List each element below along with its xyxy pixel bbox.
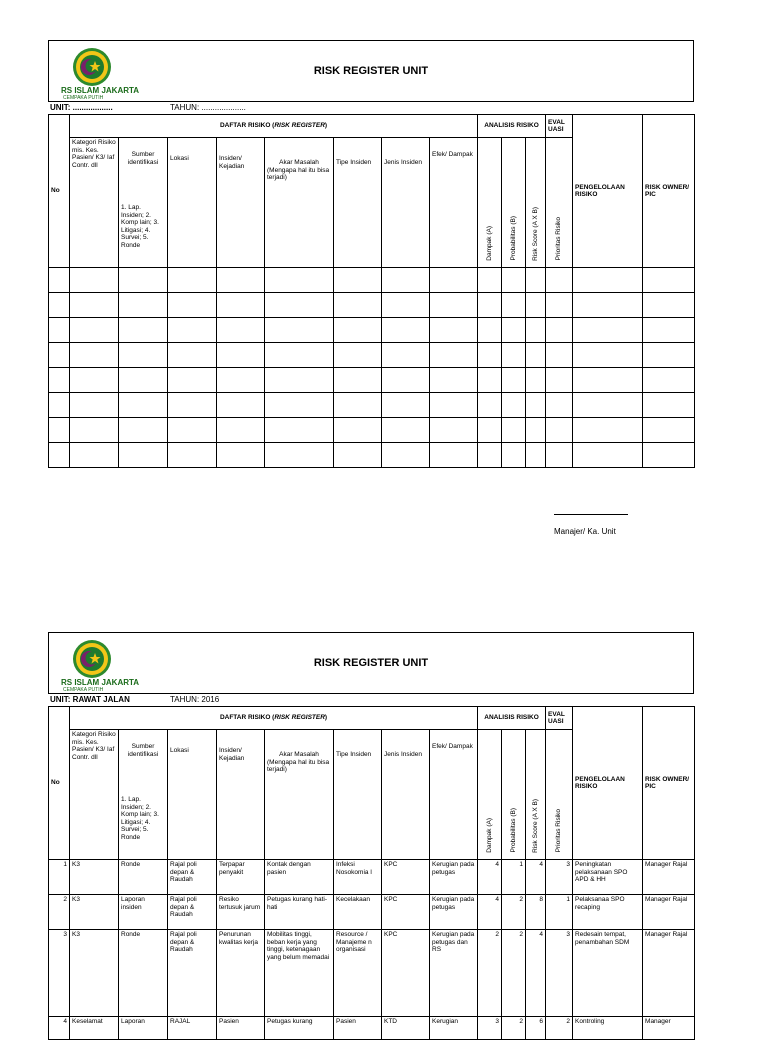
table-cell	[643, 268, 695, 293]
table-cell	[49, 318, 70, 343]
table-cell	[643, 368, 695, 393]
table-cell	[217, 268, 265, 293]
table-cell: 4	[526, 860, 546, 895]
table-cell	[430, 443, 478, 468]
table-cell: 1	[49, 860, 70, 895]
table-cell	[49, 368, 70, 393]
table-cell	[546, 343, 573, 368]
table-cell: Petugas kurang	[265, 1017, 334, 1040]
table-cell	[265, 368, 334, 393]
table-cell: Pasien	[217, 1017, 265, 1040]
table-cell: Petugas kurang hati-hati	[265, 895, 334, 930]
risk-table	[48, 114, 695, 468]
table-cell	[217, 443, 265, 468]
document-title: RISK REGISTER UNIT	[313, 65, 429, 77]
table-cell	[573, 393, 643, 418]
col-efek: Efek/ Dampak	[430, 138, 478, 268]
table-cell: Resource / Manajeme n organisasi	[334, 930, 382, 1017]
table-cell	[265, 293, 334, 318]
header-banner	[48, 40, 694, 102]
table-cell: Manager Rajal	[643, 895, 695, 930]
analisis-risiko-header: ANALISIS RISIKO	[478, 115, 546, 138]
logo-subtitle: CEMPAKA PUTIH	[63, 95, 104, 101]
table-cell	[546, 443, 573, 468]
table-cell: Kecelakaan	[334, 895, 382, 930]
col-no: No	[49, 707, 70, 860]
table-cell	[502, 418, 526, 443]
table-cell: Mobilitas tinggi, beban kerja yang tinggi, ketenagaan yang belum memadai	[265, 930, 334, 1017]
table-cell	[478, 443, 502, 468]
table-cell	[168, 268, 217, 293]
table-cell	[502, 443, 526, 468]
daftar-risiko-header: DAFTAR RISIKO (RISK REGISTER)	[70, 115, 478, 138]
col-akar-masalah: Akar Masalah (Mengapa hal itu bisa terjadi)	[265, 138, 334, 268]
table-cell	[70, 368, 119, 393]
table-cell: Pasien	[334, 1017, 382, 1040]
table-cell	[573, 268, 643, 293]
table-cell	[573, 318, 643, 343]
table-row	[49, 895, 695, 930]
table-row	[49, 418, 695, 443]
table-cell	[382, 318, 430, 343]
col-probabilitas: Probabilitas (B)	[502, 138, 526, 268]
pengelolaan-header: PENGELOLAAN RISIKO	[573, 115, 643, 268]
table-cell: Kerugian	[430, 1017, 478, 1040]
table-cell	[265, 268, 334, 293]
table-cell	[478, 293, 502, 318]
logo-name: RS ISLAM JAKARTA	[61, 86, 140, 95]
table-cell	[546, 318, 573, 343]
table-cell	[265, 318, 334, 343]
daftar-risiko-header: DAFTAR RISIKO (RISK REGISTER)	[70, 707, 478, 730]
table-cell	[502, 318, 526, 343]
table-cell	[573, 343, 643, 368]
col-insiden: Insiden/ Kejadian	[217, 138, 265, 268]
risk-owner-header: RISK OWNER/ PIC	[643, 707, 695, 860]
table-cell: Kontak dengan pasien	[265, 860, 334, 895]
table-cell	[334, 343, 382, 368]
table-cell	[119, 393, 168, 418]
table-cell: Resiko tertusuk jarum	[217, 895, 265, 930]
evaluasi-header: EVAL UASI	[546, 115, 573, 138]
table-cell: K3	[70, 860, 119, 895]
table-cell: 2	[502, 895, 526, 930]
year-field: TAHUN: 2016	[170, 695, 220, 704]
table-cell	[526, 318, 546, 343]
table-cell: 4	[526, 930, 546, 1017]
table-cell: Penurunan kwalitas kerja	[217, 930, 265, 1017]
table-cell	[546, 293, 573, 318]
data-rows	[49, 860, 695, 1040]
table-cell	[168, 293, 217, 318]
table-cell: 3	[478, 1017, 502, 1040]
col-risk-score: Risk Score (A X B)	[526, 138, 546, 268]
col-prioritas: Prioritas Risiko	[546, 730, 573, 860]
table-cell	[643, 443, 695, 468]
table-cell	[119, 343, 168, 368]
table-cell	[49, 293, 70, 318]
table-cell: Rajal poli depan & Raudah	[168, 930, 217, 1017]
table-cell: 3	[49, 930, 70, 1017]
table-row	[49, 293, 695, 318]
table-cell	[70, 443, 119, 468]
table-cell: 4	[49, 1017, 70, 1040]
table-cell	[502, 343, 526, 368]
table-cell	[526, 293, 546, 318]
unit-field: UNIT: RAWAT JALAN	[50, 695, 130, 704]
table-cell	[526, 393, 546, 418]
table-cell: KPC	[382, 860, 430, 895]
risk-register-form-blank	[48, 40, 694, 468]
col-risk-score: Risk Score (A X B)	[526, 730, 546, 860]
table-cell	[217, 368, 265, 393]
table-cell	[265, 393, 334, 418]
col-lokasi: Lokasi	[168, 138, 217, 268]
table-cell	[70, 268, 119, 293]
table-cell	[643, 343, 695, 368]
table-cell: Peningkatan pelaksanaan SPO APD & HH	[573, 860, 643, 895]
table-cell	[478, 418, 502, 443]
table-cell	[70, 393, 119, 418]
table-cell	[217, 418, 265, 443]
table-cell	[119, 418, 168, 443]
table-row	[49, 268, 695, 293]
table-cell: 2	[49, 895, 70, 930]
table-cell	[217, 343, 265, 368]
table-cell	[643, 293, 695, 318]
table-cell	[49, 443, 70, 468]
table-cell: Kontroling	[573, 1017, 643, 1040]
col-no: No	[49, 115, 70, 268]
table-cell	[546, 418, 573, 443]
table-cell	[70, 293, 119, 318]
table-cell	[502, 368, 526, 393]
table-cell	[573, 443, 643, 468]
col-sumber: Sumber identifikasi 1. Lap. Insiden; 2. Komp lain; 3. Litigasi; 4. Survei; 5. Ronde	[119, 730, 168, 860]
col-insiden: Insiden/ Kejadian	[217, 730, 265, 860]
table-cell	[502, 293, 526, 318]
table-cell	[478, 368, 502, 393]
table-cell	[70, 318, 119, 343]
col-lokasi: Lokasi	[168, 730, 217, 860]
table-row	[49, 443, 695, 468]
col-jenis: Jenis Insiden	[382, 730, 430, 860]
table-cell	[217, 293, 265, 318]
table-cell	[334, 418, 382, 443]
col-dampak: Dampak (A)	[478, 730, 502, 860]
table-cell	[526, 368, 546, 393]
table-cell: Kerugian pada petugas	[430, 895, 478, 930]
col-probabilitas: Probabilitas (B)	[502, 730, 526, 860]
table-row	[49, 368, 695, 393]
table-cell	[430, 318, 478, 343]
table-cell	[643, 418, 695, 443]
table-cell: Rajal poli depan & Raudah	[168, 860, 217, 895]
table-cell	[119, 268, 168, 293]
table-cell	[546, 268, 573, 293]
analisis-risiko-header: ANALISIS RISIKO	[478, 707, 546, 730]
col-efek: Efek/ Dampak	[430, 730, 478, 860]
table-cell: KTD	[382, 1017, 430, 1040]
table-cell: Manager Rajal	[643, 930, 695, 1017]
table-cell: Pelaksanaa SPO recaping	[573, 895, 643, 930]
table-cell	[334, 318, 382, 343]
table-cell	[334, 293, 382, 318]
risk-register-rawat-jalan	[48, 632, 694, 1040]
table-cell	[49, 343, 70, 368]
table-cell: KPC	[382, 895, 430, 930]
table-cell	[70, 418, 119, 443]
col-tipe: Tipe Insiden	[334, 138, 382, 268]
table-cell	[168, 368, 217, 393]
table-cell: 1	[502, 860, 526, 895]
col-akar-masalah: Akar Masalah (Mengapa hal itu bisa terjadi)	[265, 730, 334, 860]
col-kategori: Kategori Risiko mis. Kes. Pasien/ K3/ Iaf Contr. dll	[70, 138, 119, 268]
unit-field: UNIT: ..................	[50, 103, 113, 112]
table-cell	[430, 343, 478, 368]
table-cell: KPC	[382, 930, 430, 1017]
table-cell	[382, 443, 430, 468]
table-cell: 3	[546, 930, 573, 1017]
pengelolaan-header: PENGELOLAAN RISIKO	[573, 707, 643, 860]
table-cell	[217, 318, 265, 343]
table-cell	[70, 343, 119, 368]
table-cell	[217, 393, 265, 418]
logo-subtitle: CEMPAKA PUTIH	[63, 687, 104, 693]
table-cell	[430, 368, 478, 393]
table-cell: Laporan	[119, 1017, 168, 1040]
table-cell: 4	[478, 860, 502, 895]
table-cell: Rajal poli depan & Raudah	[168, 895, 217, 930]
risk-owner-header: RISK OWNER/ PIC	[643, 115, 695, 268]
table-cell	[119, 293, 168, 318]
logo-name: RS ISLAM JAKARTA	[61, 678, 140, 687]
table-cell	[334, 443, 382, 468]
table-cell: 2	[546, 1017, 573, 1040]
table-cell	[265, 343, 334, 368]
col-jenis: Jenis Insiden	[382, 138, 430, 268]
table-cell	[382, 393, 430, 418]
col-prioritas: Prioritas Risiko	[546, 138, 573, 268]
table-cell	[526, 343, 546, 368]
table-cell	[502, 393, 526, 418]
table-cell	[526, 418, 546, 443]
signature-block	[554, 508, 628, 536]
table-cell: Laporan insiden	[119, 895, 168, 930]
table-cell: 8	[526, 895, 546, 930]
table-cell: Kerugian pada petugas dan RS	[430, 930, 478, 1017]
table-row	[49, 393, 695, 418]
table-cell: K3	[70, 895, 119, 930]
table-cell	[573, 418, 643, 443]
table-cell	[382, 293, 430, 318]
table-cell	[573, 293, 643, 318]
table-cell	[334, 268, 382, 293]
evaluasi-header: EVAL UASI	[546, 707, 573, 730]
table-cell	[168, 418, 217, 443]
table-cell	[546, 393, 573, 418]
table-cell	[382, 418, 430, 443]
table-cell: Keselamat	[70, 1017, 119, 1040]
table-row	[49, 860, 695, 895]
table-cell: Manager	[643, 1017, 695, 1040]
signature-label: Manajer/ Ka. Unit	[554, 527, 616, 536]
empty-rows	[49, 268, 695, 468]
unit-year-line	[48, 694, 694, 706]
table-cell	[49, 393, 70, 418]
table-cell	[526, 268, 546, 293]
col-dampak: Dampak (A)	[478, 138, 502, 268]
table-cell	[119, 368, 168, 393]
table-cell	[502, 268, 526, 293]
table-cell: Ronde	[119, 860, 168, 895]
table-cell	[168, 343, 217, 368]
table-cell: 2	[478, 930, 502, 1017]
table-cell	[265, 418, 334, 443]
table-cell	[643, 393, 695, 418]
table-cell	[265, 443, 334, 468]
col-sumber: Sumber identifikasi 1. Lap. Insiden; 2. Komp lain; 3. Litigasi; 4. Survei; 5. Ronde	[119, 138, 168, 268]
table-cell	[382, 343, 430, 368]
table-cell: Infeksi Nosokomia l	[334, 860, 382, 895]
table-cell	[168, 443, 217, 468]
table-cell	[573, 368, 643, 393]
table-cell	[168, 318, 217, 343]
table-row	[49, 1017, 695, 1040]
table-cell	[334, 393, 382, 418]
col-kategori: Kategori Risiko mis. Kes. Pasien/ K3/ Iaf Contr. dll	[70, 730, 119, 860]
signature-line	[554, 508, 628, 515]
table-cell: Terpapar penyakit	[217, 860, 265, 895]
table-cell	[643, 318, 695, 343]
table-cell: Ronde	[119, 930, 168, 1017]
table-cell: 6	[526, 1017, 546, 1040]
table-cell	[430, 393, 478, 418]
table-cell: 2	[502, 930, 526, 1017]
table-cell	[430, 268, 478, 293]
table-cell	[49, 268, 70, 293]
table-cell: 3	[546, 860, 573, 895]
table-row	[49, 930, 695, 1017]
table-cell	[478, 343, 502, 368]
table-cell	[526, 443, 546, 468]
table-cell: Manager Rajal	[643, 860, 695, 895]
table-cell	[334, 368, 382, 393]
table-cell	[49, 418, 70, 443]
table-cell: RAJAL	[168, 1017, 217, 1040]
table-cell	[546, 368, 573, 393]
table-cell: K3	[70, 930, 119, 1017]
table-cell	[382, 268, 430, 293]
table-cell	[478, 318, 502, 343]
table-cell: Kerugian pada petugas	[430, 860, 478, 895]
table-cell	[168, 393, 217, 418]
document-title: RISK REGISTER UNIT	[313, 657, 429, 669]
table-cell: 1	[546, 895, 573, 930]
table-cell: Redesain tempat, penambahan SDM	[573, 930, 643, 1017]
table-row	[49, 318, 695, 343]
table-row	[49, 343, 695, 368]
table-cell	[430, 418, 478, 443]
table-cell	[430, 293, 478, 318]
year-field: TAHUN: ....................	[170, 103, 246, 112]
table-cell	[119, 318, 168, 343]
risk-table	[48, 706, 695, 1040]
table-cell: 2	[502, 1017, 526, 1040]
table-cell: 4	[478, 895, 502, 930]
unit-year-line	[48, 102, 694, 114]
col-tipe: Tipe Insiden	[334, 730, 382, 860]
table-cell	[382, 368, 430, 393]
table-cell	[119, 443, 168, 468]
table-cell	[478, 268, 502, 293]
table-cell	[478, 393, 502, 418]
header-banner	[48, 632, 694, 694]
